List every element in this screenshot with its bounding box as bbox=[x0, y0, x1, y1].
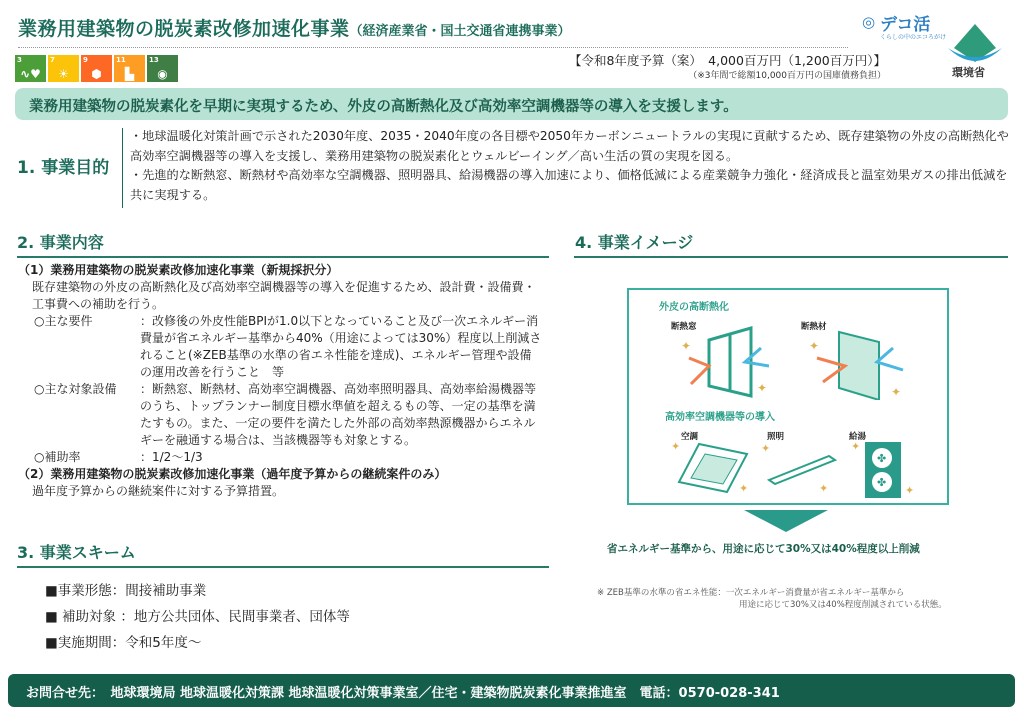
ac-label: 空調 bbox=[681, 432, 699, 442]
content-item1-title: （1）業務用建築物の脱炭素改修加速化事業（新規採択分） bbox=[18, 263, 339, 277]
purpose-text bbox=[130, 127, 1010, 205]
lighting-fixture-icon bbox=[759, 438, 849, 498]
scheme-item: ■実施期間：令和5年度～ bbox=[45, 635, 202, 651]
water-heater-icon bbox=[851, 438, 931, 502]
contact-bar bbox=[8, 674, 1015, 707]
insulated-window-icon bbox=[669, 320, 779, 400]
svg-text:✦: ✦ bbox=[757, 381, 768, 395]
summary-text: 業務用建築物の脱炭素化を早期に実現するため、外皮の高断熱化及び高効率空調機器等の導入を支援します。 bbox=[29, 99, 738, 115]
svg-text:✦: ✦ bbox=[851, 440, 861, 453]
title-row bbox=[18, 14, 848, 48]
purpose-line: ・地球温暖化対策計画で示された2030年度、2035・2040年度の各目標や2050年カーボンニュートラルの実現に貢献するため、既存建築物の外皮の高断熱化や高効率空調機器等の導入を支援し、業務用建築物の脱炭素化とウェルビーイング／高い生活の質の実現を図る。 bbox=[130, 129, 1009, 163]
zeb-note: ※ ZEB基準の水準の省エネ性能：一次エネルギー消費量が省エネルギー基準から 用途に応じて30%又は40%程度削減されている状態。 bbox=[597, 588, 947, 610]
svg-text:✦: ✦ bbox=[681, 339, 692, 353]
water-heater-label: 給湯 bbox=[849, 432, 867, 442]
decokatsu-logo: ◎ デコ活 くらしの中のエコろがけ bbox=[862, 13, 947, 41]
content-item1-desc: 既存建築物の外皮の高断熱化及び高効率空調機器等の導入を促進するため、設計費・設備費・工事費への補助を行う。 bbox=[32, 280, 536, 311]
divider bbox=[574, 256, 1008, 258]
contact-text: お問合せ先： 地球環境局 地球温暖化対策課 地球温暖化対策事業室／住宅・建築物脱炭素化事業推進室 電話：0570-028-341 bbox=[26, 686, 780, 701]
svg-text:✦: ✦ bbox=[891, 385, 902, 399]
requirement-row: ○主な対象設備 ：断熱窓、断熱材、高効率空調機器、高効率照明器具、高効率給湯機器等のうち、トップランナー制度目標水準値を超えるもの等、一定の基準を満たすもの。また、一定の要件を満たした外部の高効率熱源機器からエネルギーを融通する場合は、当該機器等も対象とする。 bbox=[34, 382, 537, 447]
scheme-item: ■ 補助対象 ：地方公共団体、民間事業者、団体等 bbox=[45, 609, 350, 625]
insulation-material-icon bbox=[799, 320, 909, 400]
section-purpose-heading: 1. 事業目的 bbox=[17, 158, 110, 178]
air-conditioner-icon bbox=[669, 438, 759, 498]
divider bbox=[17, 566, 549, 568]
requirement-row: ○補助率 ：1/2～1/3 bbox=[34, 450, 203, 464]
budget-amount: 【令和8年度予算（案） 4,000百万円（1,200百万円）】 bbox=[568, 53, 886, 68]
sdg-7-icon: 7 ☀ bbox=[48, 55, 79, 82]
material-label: 断熱材 bbox=[801, 322, 827, 332]
scheme-item: ■事業形態：間接補助事業 bbox=[45, 583, 207, 599]
page-title: 業務用建築物の脱炭素改修加速化事業 bbox=[18, 18, 350, 40]
sdg-9-icon: 9 ⬢ bbox=[81, 55, 112, 82]
svg-text:✦: ✦ bbox=[905, 484, 915, 497]
content-item2-title: （2）業務用建築物の脱炭素改修加速化事業（過年度予算からの継続案件のみ） bbox=[18, 467, 447, 481]
divider bbox=[122, 128, 123, 208]
budget-note: （※3年間で総額10,000百万円の国庫債務負担） bbox=[688, 71, 886, 81]
svg-text:✦: ✦ bbox=[809, 339, 820, 353]
purpose-line: ・先進的な断熱窓、断熱材や高効率な空調機器、照明器具、給湯機器の導入加速により、価格低減による産業競争力強化・経済成長と温室効果ガスの排出低減を共に実現する。 bbox=[130, 168, 1008, 202]
project-image-panel bbox=[627, 288, 949, 505]
svg-text:✤: ✤ bbox=[877, 476, 887, 489]
svg-text:✤: ✤ bbox=[877, 452, 887, 465]
insulation-title: 外皮の高断熱化 bbox=[659, 302, 729, 313]
result-text: 省エネルギー基準から、用途に応じて30%又は40%程度以上削減 bbox=[607, 543, 920, 555]
sdg-11-icon: 11 ▙ bbox=[114, 55, 145, 82]
sdg-3-icon: 3 ∿♥ bbox=[15, 55, 46, 82]
content-body bbox=[18, 262, 542, 500]
arrow-down-icon bbox=[744, 510, 828, 532]
page-subtitle: （経済産業省・国土交通省連携事業） bbox=[349, 24, 571, 39]
divider bbox=[17, 256, 549, 258]
section-scheme-heading: 3. 事業スキーム bbox=[17, 543, 136, 562]
svg-text:✦: ✦ bbox=[761, 442, 771, 455]
sdg-13-icon: 13 ◉ bbox=[147, 55, 178, 82]
summary-banner bbox=[15, 88, 1008, 120]
content-item2-desc: 過年度予算からの継続案件に対する予算措置。 bbox=[32, 484, 285, 498]
lighting-label: 照明 bbox=[767, 432, 785, 442]
section-image-heading: 4. 事業イメージ bbox=[575, 233, 694, 252]
section-content-heading: 2. 事業内容 bbox=[17, 233, 104, 252]
ministry-name: 環境省 bbox=[952, 66, 985, 79]
apple-leaf-icon: ◎ bbox=[862, 13, 876, 31]
window-label: 断熱窓 bbox=[671, 322, 697, 332]
svg-text:✦: ✦ bbox=[671, 440, 681, 453]
svg-text:✦: ✦ bbox=[739, 482, 749, 495]
requirement-row: ○主な要件 ：改修後の外皮性能BPIが1.0以下となっていること及び一次エネルギー消費量が省エネルギー基準から40%（用途によっては30%）程度以上削減されること(※ZEB基準の水準の省エネ性能を達成)、エネルギー管理や設備の運用改善を行うこと 等 bbox=[34, 314, 542, 379]
sdgs-icons bbox=[15, 55, 178, 82]
equipment-title: 高効率空調機器等の導入 bbox=[665, 412, 775, 423]
svg-text:✦: ✦ bbox=[819, 482, 829, 495]
scheme-list bbox=[45, 578, 350, 656]
